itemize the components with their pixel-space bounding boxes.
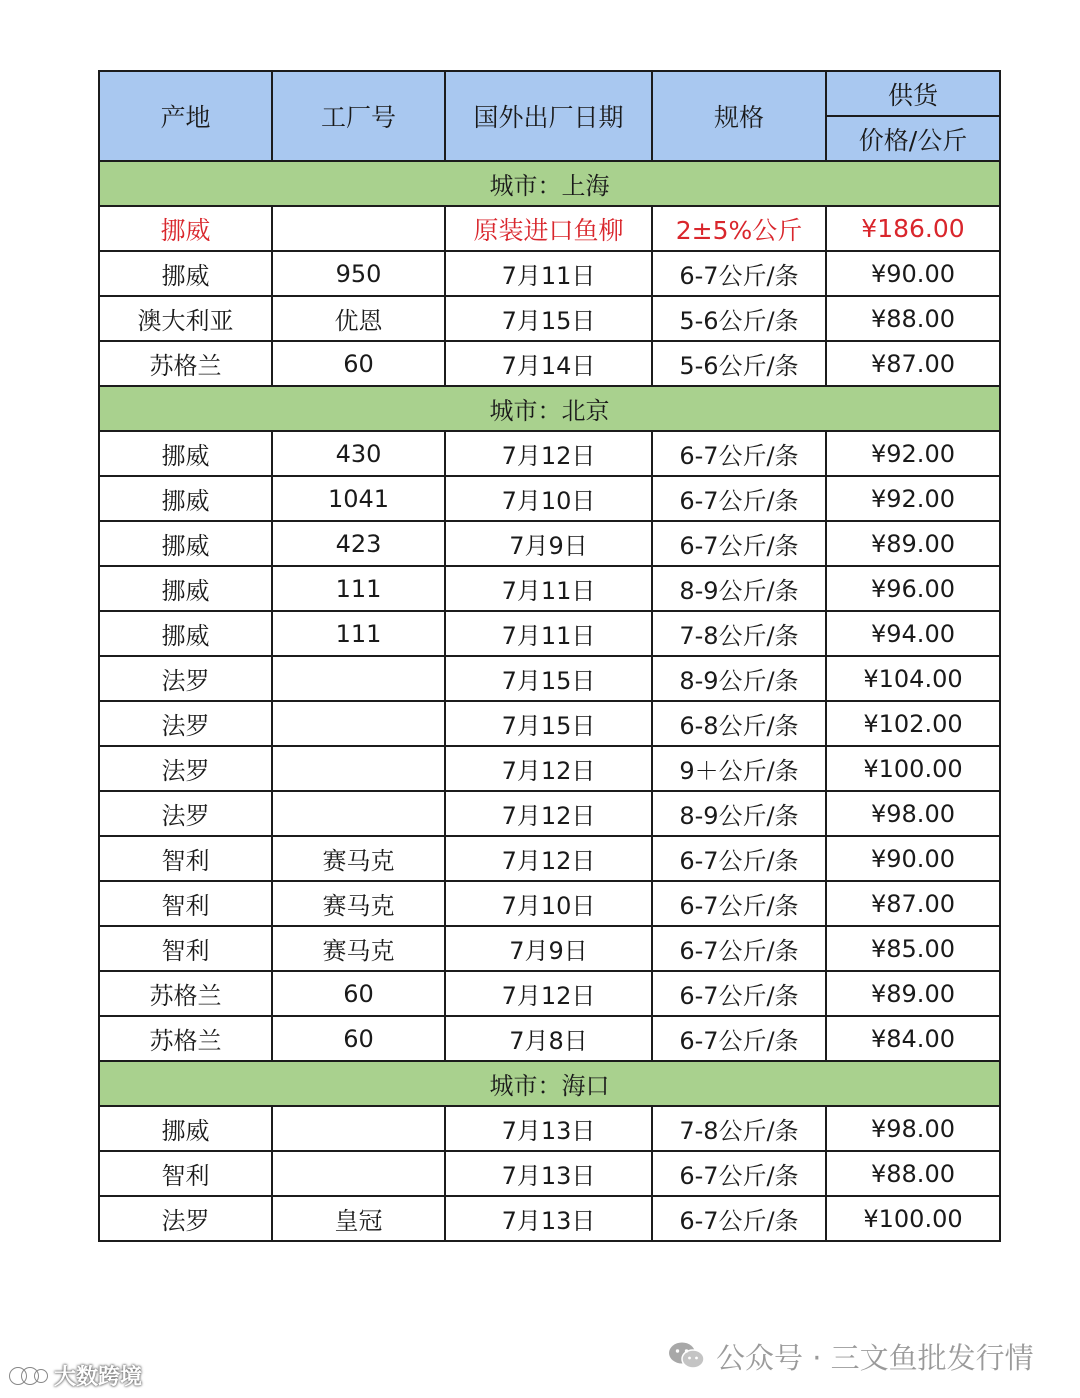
cell-spec: 5-6公斤/条 — [652, 296, 826, 341]
cell-spec: 9＋公斤/条 — [652, 746, 826, 791]
table-row — [99, 881, 1000, 926]
cell-date: 7月8日 — [445, 1016, 652, 1061]
cell-spec: 6-7公斤/条 — [652, 431, 826, 476]
table-row — [99, 431, 1000, 476]
cell-factory: 950 — [272, 251, 445, 296]
cell-factory: 优恩 — [272, 296, 445, 341]
cell-price: ¥98.00 — [826, 1106, 1000, 1151]
cell-date: 7月12日 — [445, 791, 652, 836]
cell-origin: 挪威 — [99, 521, 272, 566]
city-title: 城市：海口 — [99, 1061, 1000, 1106]
cell-factory — [272, 746, 445, 791]
watermark — [8, 1360, 142, 1391]
cell-spec: 8-9公斤/条 — [652, 791, 826, 836]
cell-price: ¥88.00 — [826, 296, 1000, 341]
table-row — [99, 656, 1000, 701]
cell-date: 7月11日 — [445, 251, 652, 296]
cell-price: ¥100.00 — [826, 746, 1000, 791]
wechat-icon — [668, 1341, 706, 1371]
city-row — [99, 1061, 1000, 1106]
cell-spec: 6-7公斤/条 — [652, 1196, 826, 1241]
cell-spec: 6-7公斤/条 — [652, 881, 826, 926]
cell-spec: 6-7公斤/条 — [652, 521, 826, 566]
cell-origin: 挪威 — [99, 476, 272, 521]
cell-date: 7月11日 — [445, 566, 652, 611]
cell-spec: 6-7公斤/条 — [652, 971, 826, 1016]
cell-price: ¥102.00 — [826, 701, 1000, 746]
cell-date: 7月12日 — [445, 431, 652, 476]
featured-row — [99, 206, 1000, 251]
price-table-body — [99, 71, 1000, 1241]
cell-price: ¥87.00 — [826, 881, 1000, 926]
city-title: 城市：上海 — [99, 161, 1000, 206]
cell-spec: 6-7公斤/条 — [652, 251, 826, 296]
cell-origin: 挪威 — [99, 566, 272, 611]
header-factory: 工厂号 — [272, 71, 445, 161]
cell-price: ¥89.00 — [826, 971, 1000, 1016]
cell-spec: 6-7公斤/条 — [652, 476, 826, 521]
city-title: 城市：北京 — [99, 386, 1000, 431]
cell-date: 7月14日 — [445, 341, 652, 386]
cell-spec: 5-6公斤/条 — [652, 341, 826, 386]
cell-factory: 60 — [272, 1016, 445, 1061]
cell-origin: 澳大利亚 — [99, 296, 272, 341]
cell-spec: 6-7公斤/条 — [652, 926, 826, 971]
cell-origin: 挪威 — [99, 431, 272, 476]
brand-logo-icon — [8, 1363, 48, 1389]
cell-factory: 111 — [272, 611, 445, 656]
cell-spec: 7-8公斤/条 — [652, 1106, 826, 1151]
price-table — [98, 70, 1001, 1242]
table-row — [99, 1106, 1000, 1151]
cell-price: ¥85.00 — [826, 926, 1000, 971]
cell-factory: 111 — [272, 566, 445, 611]
table-row — [99, 251, 1000, 296]
cell-origin: 挪威 — [99, 611, 272, 656]
cell-price: ¥186.00 — [826, 206, 1000, 251]
cell-price: ¥100.00 — [826, 1196, 1000, 1241]
cell-factory: 赛马克 — [272, 926, 445, 971]
table-row — [99, 1196, 1000, 1241]
cell-spec: 8-9公斤/条 — [652, 656, 826, 701]
header-supply: 供货 — [826, 71, 1000, 116]
cell-date: 原装进口鱼柳 — [445, 206, 652, 251]
cell-factory — [272, 1151, 445, 1196]
cell-date: 7月9日 — [445, 521, 652, 566]
cell-factory — [272, 791, 445, 836]
cell-factory: 皇冠 — [272, 1196, 445, 1241]
cell-date: 7月15日 — [445, 296, 652, 341]
header-price: 价格/公斤 — [826, 116, 1000, 161]
cell-date: 7月12日 — [445, 971, 652, 1016]
cell-date: 7月15日 — [445, 656, 652, 701]
cell-spec: 8-9公斤/条 — [652, 566, 826, 611]
header-origin: 产地 — [99, 71, 272, 161]
cell-factory: 430 — [272, 431, 445, 476]
cell-price: ¥89.00 — [826, 521, 1000, 566]
cell-date: 7月13日 — [445, 1196, 652, 1241]
cell-price: ¥92.00 — [826, 431, 1000, 476]
cell-origin: 苏格兰 — [99, 971, 272, 1016]
cell-price: ¥90.00 — [826, 251, 1000, 296]
table-row — [99, 476, 1000, 521]
cell-price: ¥94.00 — [826, 611, 1000, 656]
cell-price: ¥92.00 — [826, 476, 1000, 521]
table-row — [99, 746, 1000, 791]
cell-price: ¥84.00 — [826, 1016, 1000, 1061]
cell-origin: 苏格兰 — [99, 341, 272, 386]
footer-text: 公众号 · 三文鱼批发行情 — [716, 1340, 1034, 1375]
cell-factory — [272, 206, 445, 251]
cell-origin: 智利 — [99, 836, 272, 881]
cell-spec: 6-7公斤/条 — [652, 1016, 826, 1061]
cell-date: 7月10日 — [445, 476, 652, 521]
cell-spec: 6-7公斤/条 — [652, 836, 826, 881]
cell-price: ¥88.00 — [826, 1151, 1000, 1196]
table-row — [99, 521, 1000, 566]
table-row — [99, 296, 1000, 341]
table-row — [99, 566, 1000, 611]
cell-date: 7月12日 — [445, 746, 652, 791]
cell-origin: 法罗 — [99, 746, 272, 791]
cell-factory — [272, 701, 445, 746]
table-row — [99, 971, 1000, 1016]
cell-date: 7月9日 — [445, 926, 652, 971]
cell-price: ¥98.00 — [826, 791, 1000, 836]
city-row — [99, 386, 1000, 431]
cell-date: 7月15日 — [445, 701, 652, 746]
footer-account — [668, 1336, 1034, 1376]
cell-date: 7月12日 — [445, 836, 652, 881]
table-row — [99, 611, 1000, 656]
cell-origin: 挪威 — [99, 251, 272, 296]
cell-origin: 苏格兰 — [99, 1016, 272, 1061]
cell-spec: 2±5%公斤 — [652, 206, 826, 251]
cell-origin: 智利 — [99, 1151, 272, 1196]
cell-price: ¥87.00 — [826, 341, 1000, 386]
cell-price: ¥96.00 — [826, 566, 1000, 611]
header-date: 国外出厂日期 — [445, 71, 652, 161]
cell-spec: 7-8公斤/条 — [652, 611, 826, 656]
table-row — [99, 926, 1000, 971]
table-row — [99, 791, 1000, 836]
cell-price: ¥90.00 — [826, 836, 1000, 881]
cell-factory — [272, 1106, 445, 1151]
cell-origin: 法罗 — [99, 656, 272, 701]
table-row — [99, 341, 1000, 386]
cell-date: 7月10日 — [445, 881, 652, 926]
cell-spec: 6-8公斤/条 — [652, 701, 826, 746]
cell-spec: 6-7公斤/条 — [652, 1151, 826, 1196]
table-row — [99, 836, 1000, 881]
cell-origin: 法罗 — [99, 791, 272, 836]
header-row — [99, 71, 1000, 116]
cell-origin: 挪威 — [99, 1106, 272, 1151]
cell-origin: 智利 — [99, 881, 272, 926]
cell-origin: 法罗 — [99, 701, 272, 746]
cell-date: 7月13日 — [445, 1106, 652, 1151]
cell-price: ¥104.00 — [826, 656, 1000, 701]
cell-origin: 智利 — [99, 926, 272, 971]
city-row — [99, 161, 1000, 206]
table-row — [99, 1016, 1000, 1061]
cell-origin: 挪威 — [99, 206, 272, 251]
table-row — [99, 701, 1000, 746]
cell-factory: 60 — [272, 971, 445, 1016]
cell-factory: 1041 — [272, 476, 445, 521]
cell-factory: 423 — [272, 521, 445, 566]
cell-factory: 赛马克 — [272, 836, 445, 881]
cell-factory: 60 — [272, 341, 445, 386]
table-row — [99, 1151, 1000, 1196]
cell-factory — [272, 656, 445, 701]
cell-origin: 法罗 — [99, 1196, 272, 1241]
header-spec: 规格 — [652, 71, 826, 161]
cell-factory: 赛马克 — [272, 881, 445, 926]
cell-date: 7月13日 — [445, 1151, 652, 1196]
cell-date: 7月11日 — [445, 611, 652, 656]
watermark-text: 大数跨境 — [54, 1365, 143, 1390]
